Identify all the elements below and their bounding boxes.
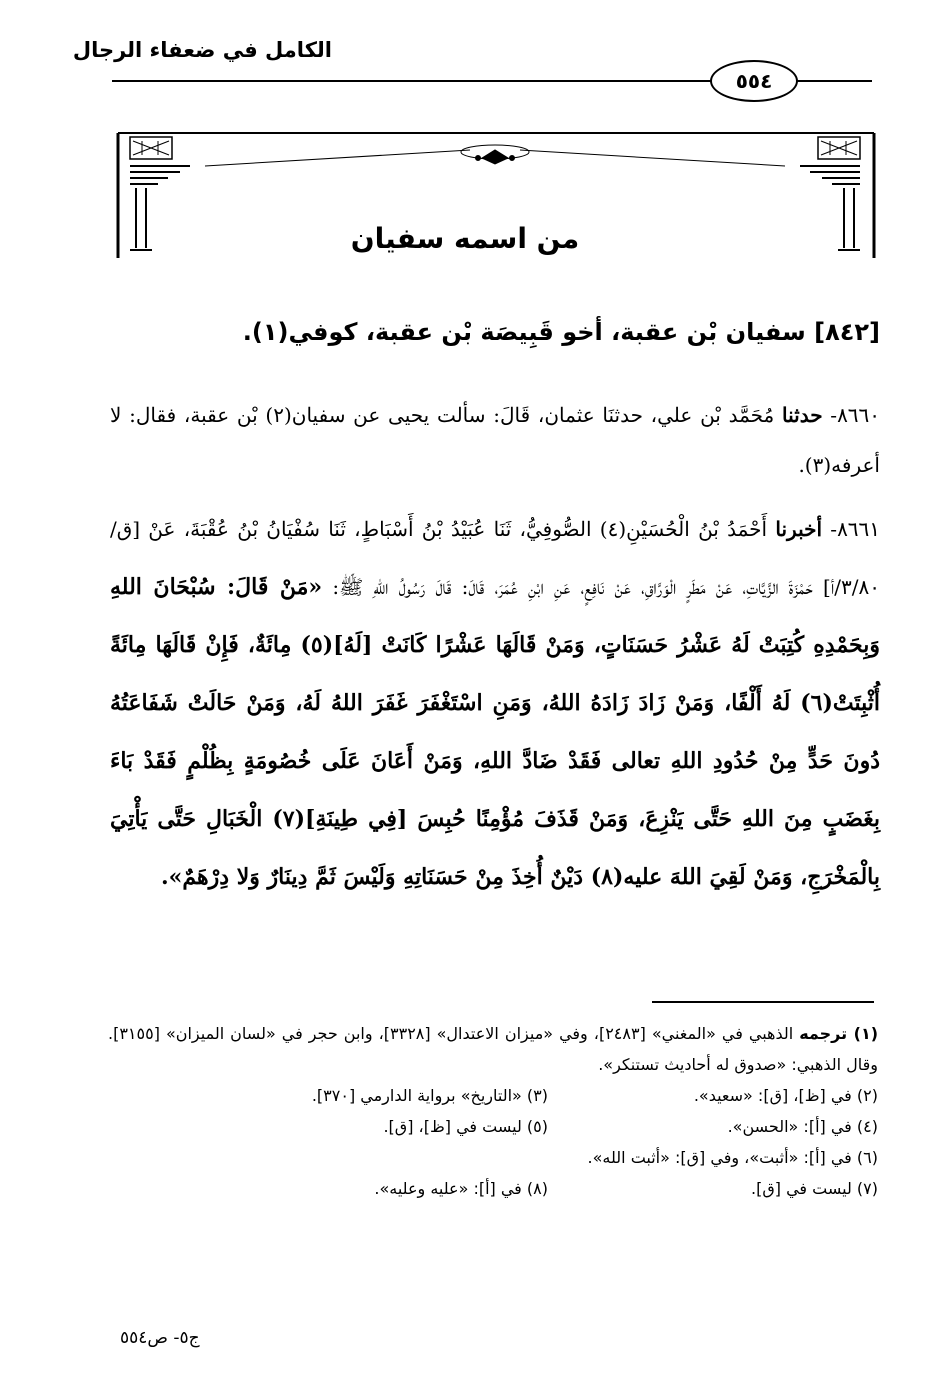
narration-number: ٨٦٦١- [830,517,881,541]
running-book-title: الكامل في ضعفاء الرجال [72,38,332,62]
narration-lead-word: حدثنا [782,403,823,427]
footnote-3: (٣) «التاريخ» برواية الدارمي [٣٧٠]. [311,1086,548,1105]
narration-lead-word: أخبرنا [775,517,823,541]
narration-paragraph [110,500,880,906]
footnote-1-text: الذهبي في «المغني» [٢٤٨٣]، وفي «ميزان الاعتدال» [٣٣٢٨]، وابن حجر في «لسان الميزان» [٣١٥٥]. وقال الذهبي: «صدوق له أحاديث تستنكر». [108,1024,878,1074]
narration-paragraph [110,390,880,490]
page-number-badge: ٥٥٤ [710,60,798,102]
footnote-1-lead: (١) ترجمه [799,1024,879,1043]
narration-number: ٨٦٦٠- [830,403,881,427]
narration-text: مُحَمَّد بْن علي، حدثنَا عثمان، قَالَ: سألت يحيى عن سفيان(٢) بْن عقبة، فقال: لا أعرفه(٣). [110,403,880,477]
footnote-divider [652,1001,874,1003]
footnote-row [108,1142,878,1173]
footnote-4: (٤) في [أ]: «الحسن». [727,1117,878,1136]
narration-text: أَحْمَدُ بْنُ الْحُسَيْنِ(٤) الصُّوفِيُّ، ثَنَا عُبَيْدُ بْنُ أَسْبَاطٍ، ثَنَا سُفْيَانُ بْنُ عُقْبَةَ، عَنْ [ق/٣/٨٠/أ] حَمْزَةَ الزَّيَّاتِ، عَنْ مَطَرٍ الْوَرَّاقِ، عَنْ نَافِعٍ، عَنِ ابْنِ عُمَرَ، قَالَ: قَالَ رَسُولُ اللهِ ﷺ: [110,517,880,599]
footnote-5: (٥) ليست في [ظ]، [ق]. [383,1117,548,1136]
ornament-center-swag [205,145,785,166]
footnote-row [108,1111,878,1142]
footnote-7: (٧) ليست في [ق]. [751,1179,878,1198]
hadith-text: «مَنْ قَالَ: سُبْحَانَ اللهِ وَبِحَمْدِهِ كُتِبَتْ لَهُ عَشْرُ حَسَنَاتٍ، وَمَنْ قَالَهَا عَشْرًا كَانَتْ [لَهُ](٥) مِائَةٌ، فَإِنْ قَالَهَا مِائَةً أُثْبِتَتْ(٦) لَهُ أَلْفًا، وَمَنْ زَادَ زَادَهُ اللهُ، وَمَنِ اسْتَغْفَرَ غَفَرَ اللهُ لَهُ، وَمَنْ حَالَتْ شَفَاعَتُهُ دُونَ حَدٍّ مِنْ حُدُودِ اللهِ تعالى فَقَدْ ضَادَّ اللهِ، وَمَنْ أَعَانَ عَلَى خُصُومَةٍ بِظُلْمٍ فَقَدْ بَاءَ بِغَضَبٍ مِنَ اللهِ حَتَّى يَنْزِعَ، وَمَنْ قَذَفَ مُؤْمِنًا حُبِسَ [فِي طِينَةِ](٧) الْخَبَالِ حَتَّى يَأْتِيَ بِالْمَخْرَجِ، وَمَنْ لَقِيَ اللهَ عليه(٨) دَيْنٌ أُخِذَ مِنْ حَسَنَاتِهِ وَلَيْسَ ثَمَّ دِينَارٌ وَلا دِرْهَمٌ». [110,574,881,890]
footnote-6: (٦) في [أ]: «أثبت»، وفي [ق]: «أثبت الله». [587,1148,878,1167]
footnote-2: (٢) في [ظ]، [ق]: «سعيد». [693,1086,878,1105]
footnote-row [108,1080,878,1111]
entry-heading: [٨٤٢] سفيان بْن عقبة، أخو قَبِيصَة بْن عقبة، كوفي(١). [242,318,880,346]
volume-page-reference: ج٥- ص٥٥٤ [120,1328,200,1348]
section-title: من اسمه سفيان [350,222,580,255]
footnote-row [108,1173,878,1204]
footnote-8: (٨) في [أ]: «عليه وعليه». [374,1179,548,1198]
ornament-right-corner [800,137,860,250]
footnote-1 [108,1018,878,1080]
footnotes [108,1018,878,1204]
